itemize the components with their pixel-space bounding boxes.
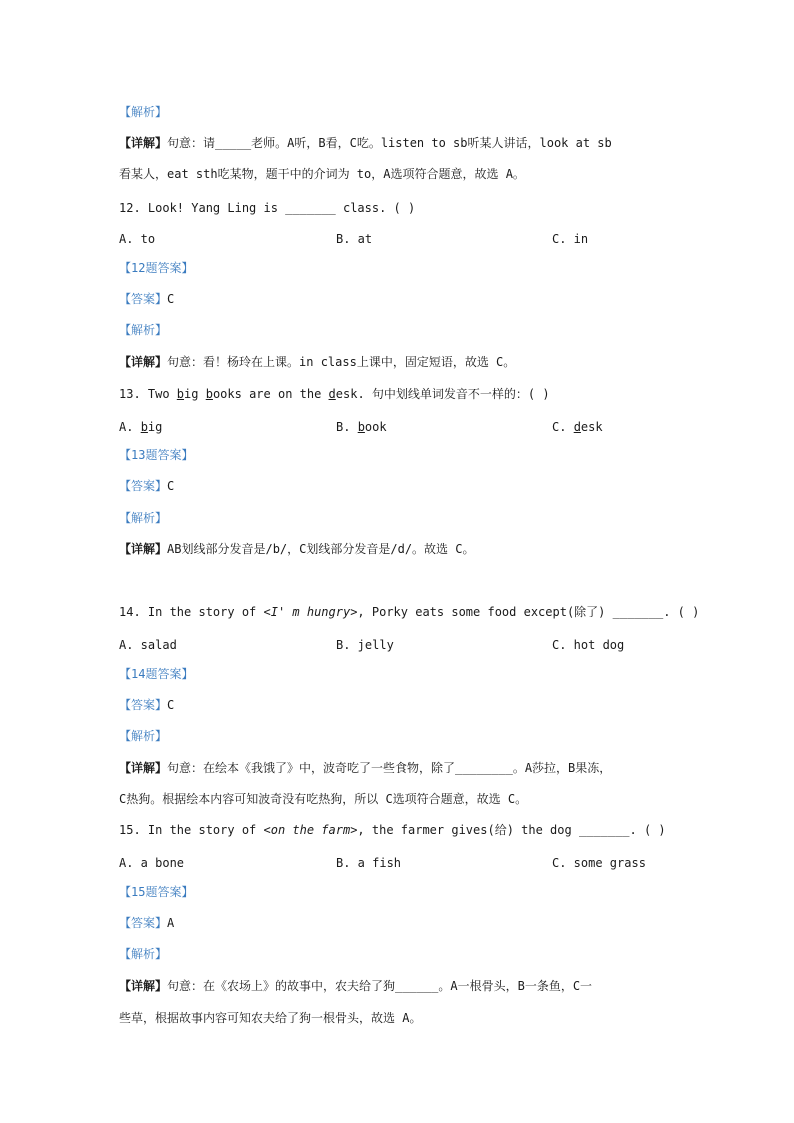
- story-title: I' m hungry: [270, 605, 351, 619]
- detail-line: [119, 978, 592, 994]
- option-prefix: B.: [336, 420, 358, 434]
- option-b: B. jelly: [336, 638, 394, 652]
- question-stem: [119, 604, 699, 620]
- detail-line-continued: 些草，根据故事内容可知农夫给了狗一根骨头，故选 A。: [119, 1011, 422, 1025]
- answer-label: 【答案】: [119, 916, 168, 930]
- analysis-tag: 【解析】: [119, 105, 168, 119]
- answer-line: [119, 291, 174, 307]
- stem-text: ooks are on the: [212, 387, 329, 401]
- detail-line: [119, 135, 612, 151]
- stem-text: 13. Two: [119, 387, 177, 401]
- analysis-tag: 【解析】: [119, 729, 168, 743]
- answer-label: 【答案】: [119, 698, 168, 712]
- detail-tag: 【详解】: [119, 542, 168, 556]
- option-c: C. hot dog: [552, 638, 625, 652]
- option-c: [552, 419, 603, 435]
- underlined-letter: d: [573, 420, 581, 434]
- detail-text: 句意：在《农场上》的故事中，农夫给了狗______。A一根骨头，B一条鱼，C一: [167, 979, 593, 993]
- answer-value: A: [167, 916, 175, 930]
- underlined-letter: b: [357, 420, 365, 434]
- detail-tag: 【详解】: [119, 761, 168, 775]
- detail-tag: 【详解】: [119, 355, 168, 369]
- answer-line: [119, 915, 174, 931]
- underlined-letter: b: [205, 387, 213, 401]
- stem-text: esk. 句中划线单词发音不一样的：( ): [335, 387, 550, 401]
- detail-text: 句意：看！杨玲在上课。in class上课中，固定短语，故选 C。: [167, 355, 516, 369]
- option-rest: ig: [147, 420, 163, 434]
- answer-value: C: [167, 698, 175, 712]
- stem-text: >, the farmer gives(给) the dog _______. ( ): [350, 823, 666, 837]
- answer-section-tag: 【13题答案】: [119, 448, 194, 462]
- option-c: C. in: [552, 232, 589, 246]
- underlined-letter: b: [140, 420, 148, 434]
- answer-value: C: [167, 479, 175, 493]
- analysis-tag: 【解析】: [119, 323, 168, 337]
- answer-label: 【答案】: [119, 292, 168, 306]
- stem-text: 14. In the story of <: [119, 605, 271, 619]
- option-c: C. some grass: [552, 856, 646, 870]
- underlined-letter: b: [176, 387, 185, 401]
- question-stem: [119, 386, 550, 402]
- detail-line: [119, 760, 611, 776]
- option-rest: ook: [364, 420, 387, 434]
- answer-label: 【答案】: [119, 479, 168, 493]
- detail-tag: 【详解】: [119, 136, 168, 150]
- option-prefix: C.: [552, 420, 574, 434]
- option-b: [336, 419, 387, 435]
- option-prefix: A.: [119, 420, 141, 434]
- underlined-letter: d: [328, 387, 336, 401]
- detail-line: [119, 541, 475, 557]
- stem-text: >, Porky eats some food except(除了) _______. ( ): [350, 605, 700, 619]
- option-a: A. a bone: [119, 856, 185, 870]
- story-title: on the farm: [270, 823, 351, 837]
- detail-line-continued: 看某人，eat sth吃某物，题干中的介词为 to，A选项符合题意，故选 A。: [119, 167, 525, 181]
- question-stem: [119, 822, 666, 838]
- question-stem: 12. Look! Yang Ling is _______ class. ( ): [119, 201, 416, 215]
- option-b: B. at: [336, 232, 373, 246]
- detail-line: [119, 354, 515, 370]
- analysis-tag: 【解析】: [119, 511, 168, 525]
- detail-text: 句意：在绘本《我饿了》中，波奇吃了一些食物，除了________。A莎拉，B果冻，: [167, 761, 612, 775]
- detail-line-continued: C热狗。根据绘本内容可知波奇没有吃热狗，所以 C选项符合题意，故选 C。: [119, 792, 528, 806]
- option-a: A. to: [119, 232, 156, 246]
- detail-tag: 【详解】: [119, 979, 168, 993]
- stem-text: 15. In the story of <: [119, 823, 271, 837]
- option-b: B. a fish: [336, 856, 402, 870]
- option-a: [119, 419, 162, 435]
- answer-section-tag: 【14题答案】: [119, 667, 194, 681]
- answer-value: C: [167, 292, 175, 306]
- stem-text: ig: [184, 387, 206, 401]
- answer-line: [119, 697, 174, 713]
- answer-line: [119, 478, 174, 494]
- answer-section-tag: 【15题答案】: [119, 885, 194, 899]
- option-rest: esk: [580, 420, 603, 434]
- detail-text: AB划线部分发音是/b/，C划线部分发音是/d/。故选 C。: [167, 542, 475, 556]
- detail-text: 句意：请_____老师。A听，B看，C吃。listen to sb听某人讲话，look at sb: [167, 136, 612, 150]
- analysis-tag: 【解析】: [119, 947, 168, 961]
- option-a: A. salad: [119, 638, 177, 652]
- answer-section-tag: 【12题答案】: [119, 261, 194, 275]
